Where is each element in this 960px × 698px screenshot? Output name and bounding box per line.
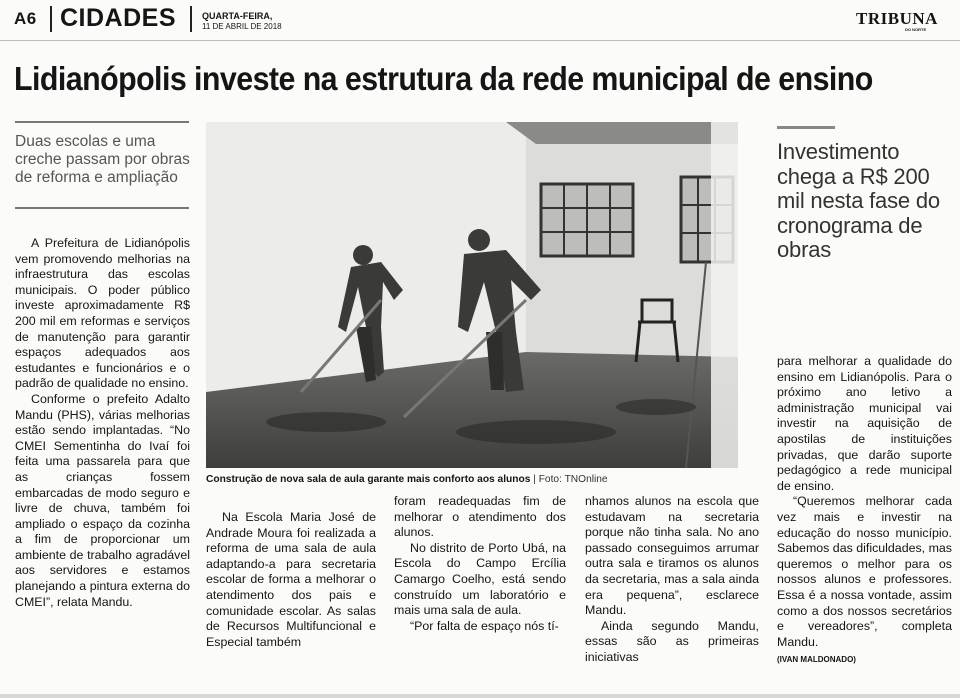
paragraph: Ainda segundo Mandu, essas são as primeiras iniciativas (585, 618, 759, 664)
author-signature: (IVAN MALDONADO) (777, 655, 856, 665)
paragraph: Conforme o prefeito Adalto Mandu (PHS), várias melhorias estão sendo implantadas. “No CMEI Sementinha do Ivaí foi feita uma passarela para que as crianças fossem embarcadas de modo seguro e livre de chuva, também foi ampliado o espaço da cozinha a fim de proporcionar um ambiente de trabalho agradável aos servidores e estamos planejando a pintura externa do CMEI”, relata Mandu. (15, 391, 190, 609)
header-rule (0, 40, 960, 41)
paragraph: Na Escola Maria José de Andrade Moura foi realizada a reforma de uma sala de aula adaptando-a para secretaria escolar de forma a melhorar o atendimento dos pais e comunidade escolar. As salas de Recursos Multifuncional e Especial também (206, 510, 376, 649)
paragraph: foram readequadas fim de melhorar o atendimento dos alunos. (394, 494, 566, 540)
article-column-2 (206, 510, 376, 650)
section-title: CIDADES (60, 4, 177, 32)
newspaper-logo-sub: DO NORTE (905, 27, 927, 32)
page-bottom-border (0, 694, 960, 698)
photo-caption (206, 474, 608, 485)
weekday-label: QUARTA-FEIRA, (202, 11, 273, 21)
page-header (0, 0, 960, 40)
paragraph: “Por falta de espaço nós tí- (410, 618, 559, 633)
article-kicker: Duas escolas e uma creche passam por obras de reforma e ampliação (15, 133, 190, 186)
newspaper-logo: TRIBUNA (856, 9, 938, 28)
article-column-4 (585, 494, 759, 666)
construction-photo (206, 122, 738, 468)
header-divider (190, 6, 192, 32)
article-column-3 (394, 494, 566, 634)
paragraph: A Prefeitura de Lidianópolis vem promovendo melhorias na infraestrutura das escolas municipais. O poder público investe aproximadamente R$ 200 mil em reformas e serviços de manutenção para garantir espaços adequados aos estudantes e funcionários e o padrão de qualidade no ensino. (15, 236, 190, 391)
caption-text: Construção de nova sala de aula garante mais conforto aos alunos (206, 474, 531, 485)
date-label: 11 DE ABRIL DE 2018 (202, 22, 282, 31)
paragraph: para melhorar a qualidade do ensino em Lidianópolis. Para o próximo ano letivo a administração municipal vai investir na aquisição de apostilas de instituições privadas, que darão suporte pedagógico a rede municipal de ensino. (777, 354, 952, 493)
pull-quote: Investimento chega a R$ 200 mil nesta fase do cronograma de obras (777, 139, 940, 262)
kicker-rule-bottom (15, 207, 189, 209)
article-photo (206, 122, 738, 468)
kicker-rule (15, 121, 189, 123)
article-column-1 (15, 236, 190, 610)
pull-quote-rule (777, 126, 835, 129)
paragraph: nhamos alunos na escola que estudavam na secretaria porque não tinha sala. No ano passado conseguimos arrumar outra sala e tiramos os alunos da secretaria, mas a sala ainda era pequena”, esclarece Mandu. (585, 494, 759, 618)
article-headline: Lidianópolis investe na estrutura da rede municipal de ensino (14, 60, 873, 97)
photo-credit: | Foto: TNOnline (533, 474, 608, 485)
signature-line (777, 651, 952, 668)
paragraph: No distrito de Porto Ubá, na Escola do Campo Ercília Camargo Coelho, está sendo construído um laboratório e mais uma sala de aula. (394, 540, 566, 618)
header-divider (50, 6, 52, 32)
page-number: A6 (14, 9, 37, 28)
article-column-5 (777, 354, 952, 668)
paragraph: “Queremos melhorar cada vez mais e investir na educação do nosso município. Sabemos das dificuldades, mas queremos o melhor para os nossos alunos e professores. Essa é a nossa vontade, assim como a dos nossos secretários e vereadores”, completa Mandu. (777, 494, 952, 649)
